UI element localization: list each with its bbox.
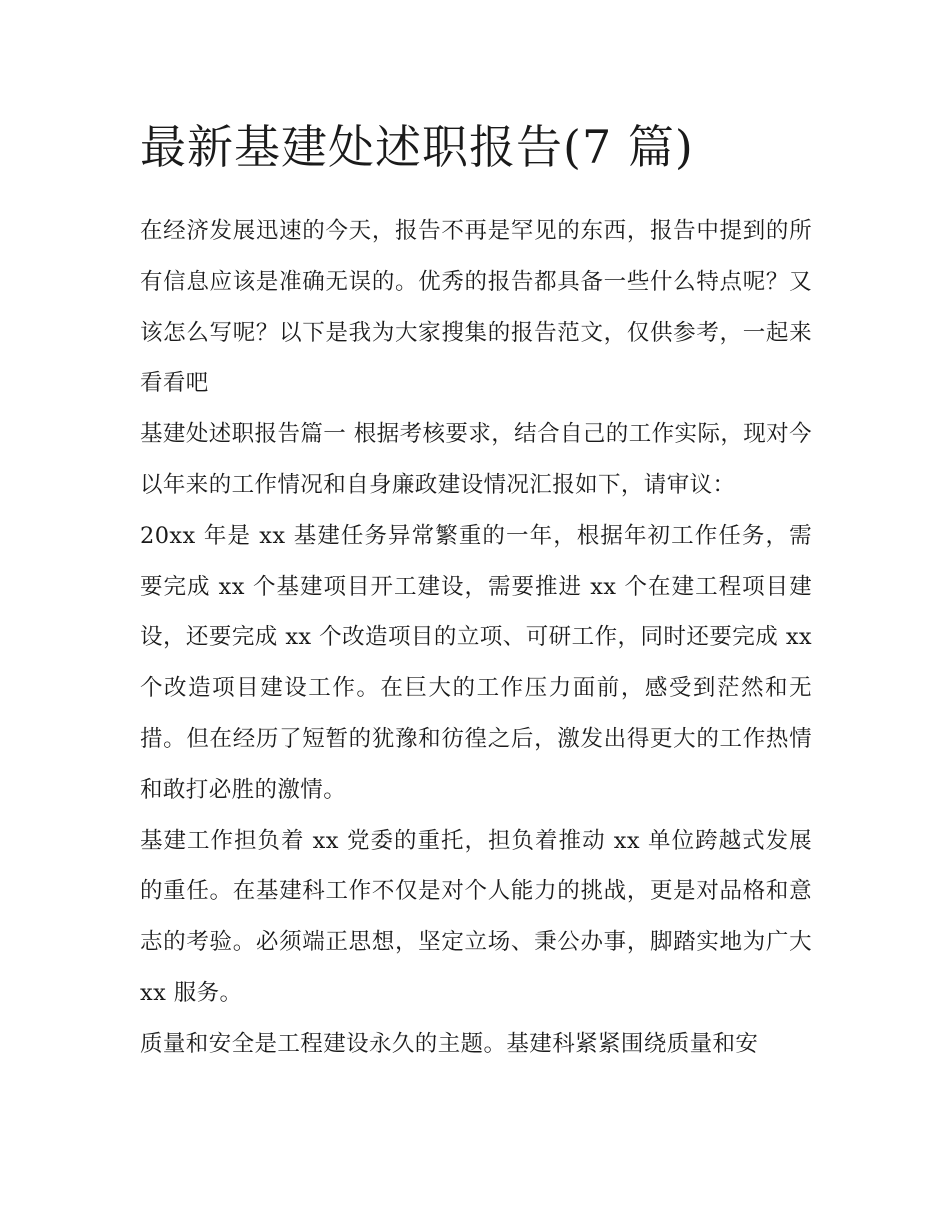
section-one-paragraph: 基建处述职报告篇一 根据考核要求，结合自己的工作实际，现对今以年来的工作情况和自身廉政建设情况汇报如下，请审议： (140, 421, 812, 498)
document-body (140, 206, 812, 1070)
document-page (140, 112, 812, 1070)
workload-paragraph: 20xx 年是 xx 基建任务异常繁重的一年，根据年初工作任务，需要完成 xx 个基建项目开工建设，需要推进 xx 个在建工程项目建设，还要完成 xx 个改造项目的立项、可研工作，同时还要完成 xx 个改造项目建设工作。在巨大的工作压力面前，感受到茫然和无措。但在经历了短暂的犹豫和彷徨之后，激发出得更大的工作热情和敢打必胜的激情。 (140, 522, 812, 803)
responsibility-paragraph: 基建工作担负着 xx 党委的重托，担负着推动 xx 单位跨越式发展的重任。在基建科工作不仅是对个人能力的挑战，更是对品格和意志的考验。必须端正思想，坚定立场、秉公办事，脚踏实地为广大 xx 服务。 (140, 827, 812, 1006)
document-title: 最新基建处述职报告(7 篇) (140, 120, 694, 174)
intro-paragraph: 在经济发展迅速的今天，报告不再是罕见的东西，报告中提到的所有信息应该是准确无误的。优秀的报告都具备一些什么特点呢？又该怎么写呢？以下是我为大家搜集的报告范文，仅供参考，一起来看看吧 (140, 218, 812, 397)
quality-safety-paragraph: 质量和安全是工程建设永久的主题。基建科紧紧围绕质量和安 (140, 1030, 759, 1057)
